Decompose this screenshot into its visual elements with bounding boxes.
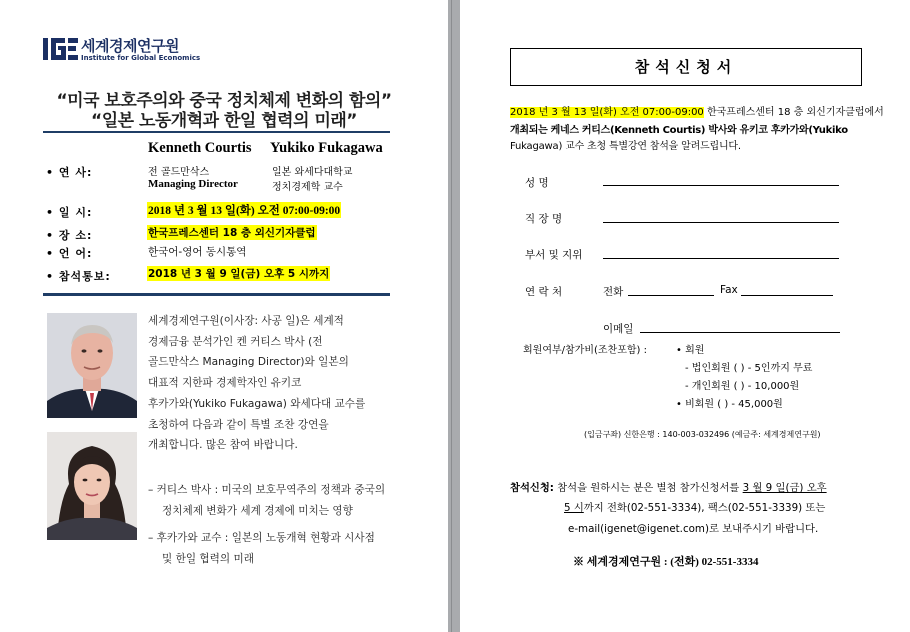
page-gutter: [448, 0, 460, 632]
speaker-name-1: Kenneth Courtis: [148, 140, 252, 156]
fax-label: Fax: [720, 284, 738, 296]
phone-label: 전화: [603, 286, 624, 298]
dept-field[interactable]: [603, 258, 839, 259]
speaker1-affiliation: 전 골드만삭스: [148, 167, 210, 178]
apply-deadline: 3 월 9 일(금) 오후: [742, 482, 827, 494]
contact-field-label: 연 락 처: [525, 286, 563, 298]
event-language: 한국어-영어 동시통역: [148, 246, 247, 258]
speaker-label: • 연 사:: [46, 166, 93, 179]
event-date: 2018 년 3 월 13 일(화) 오전 07:00-09:00: [147, 202, 341, 218]
logo-name: 세계경제연구원: [81, 37, 179, 55]
speaker-name-2: Yukiko Fukagawa: [270, 140, 383, 156]
body-line: 개최합니다. 많은 참여 바랍니다.: [148, 439, 298, 452]
yukiko-fukagawa-photo: [47, 432, 137, 540]
apply-line-3: e-mail(igenet@igenet.com)로 보내주시기 바랍니다.: [568, 523, 819, 535]
woman-portrait-icon: [47, 432, 137, 540]
invitation-page: [0, 0, 448, 632]
nonmember-option[interactable]: • 비회원 ( ) - 45,000원: [676, 399, 783, 410]
speaker2-affiliation: 일본 와세다대학교: [272, 167, 353, 178]
bank-account: (입금구좌) 신한은행 : 140-003-032496 (예금주: 세계경제연구원): [584, 430, 821, 439]
fax-field[interactable]: [741, 295, 833, 296]
notice-label: • 참석통보:: [46, 270, 111, 283]
body-line: 세계경제연구원(이사장: 사공 일)은 세계적: [148, 315, 344, 327]
topic-fukagawa-cont: 및 한일 협력의 미래: [162, 553, 254, 565]
topic-courtis-cont: 정치체제 변화가 세계 경제에 미치는 영향: [162, 505, 353, 517]
individual-member-option[interactable]: - 개인회원 ( ) - 10,000원: [685, 381, 800, 392]
date-label: • 일 시:: [46, 206, 93, 219]
man-portrait-icon: [47, 313, 137, 418]
body-line: 후카가와(Yukiko Fukagawa) 와세다대 교수를: [148, 397, 366, 410]
divider-top: [43, 131, 390, 133]
topic-courtis: – 커티스 박사 : 미국의 보호무역주의 정책과 중국의: [148, 484, 386, 496]
speaker1-title: Managing Director: [148, 178, 238, 190]
form-title: 참석신청서: [510, 48, 862, 86]
apply-line-2: 5 시까지 전화(02-551-3334), 팩스(02-551-3339) 또는: [564, 502, 826, 514]
name-field-label: 성 명: [525, 177, 549, 189]
invitation-body: [148, 311, 396, 456]
member-option: • 회원: [676, 345, 705, 356]
divider-bottom: [43, 293, 390, 296]
apply-line-1: 참석신청: 참석을 원하시는 분은 별첨 참가신청서를 3 월 9 일(금) 오후: [510, 482, 827, 494]
email-label: 이메일: [603, 323, 634, 335]
intro-line-3: Fukagawa) 교수 초청 특별강연 참석을 알려드립니다.: [510, 141, 741, 152]
intro-date-time: 2018 년 3 월 13 일(화) 오전 07:00-09:00: [510, 107, 704, 118]
lecture-title-1: “미국 보호주의와 중국 정치체제 변화의 함의”: [56, 91, 392, 111]
speaker2-title: 정치경제학 교수: [272, 182, 343, 193]
body-line: 대표적 지한파 경제학자인 유키코: [148, 377, 302, 390]
place-label: • 장 소:: [46, 229, 93, 242]
application-form-page: [460, 0, 910, 632]
kenneth-courtis-photo: [47, 313, 137, 418]
language-label: • 언 어:: [46, 247, 93, 260]
apply-label: 참석신청:: [510, 482, 554, 494]
ige-logo-mark: [43, 35, 79, 63]
intro-line-1: 2018 년 3 월 13 일(화) 오전 07:00-09:00 한국프레스센터 18 층 외신기자클럽에서: [510, 107, 884, 118]
phone-field[interactable]: [628, 295, 714, 296]
topic-fukagawa: – 후카가와 교수 : 일본의 노동개혁 현황과 시사점: [148, 532, 375, 544]
name-field[interactable]: [603, 185, 839, 186]
intro-line-2: 개최되는 케네스 커티스(Kenneth Courtis) 박사와 유키코 후카가와(Yukiko: [510, 125, 848, 136]
workplace-field[interactable]: [603, 222, 839, 223]
lecture-title-2: “일본 노동개혁과 한일 협력의 미래”: [91, 111, 357, 131]
fee-label: 회원여부/참가비(조찬포함) :: [523, 345, 647, 356]
logo-subtitle: Institute for Global Economics: [81, 54, 201, 62]
rsvp-deadline: 2018 년 3 월 9 일(금) 오후 5 시까지: [148, 268, 330, 280]
body-line: 초청하여 다음과 같이 특별 조찬 강연을: [148, 418, 329, 431]
dept-field-label: 부서 및 지위: [525, 249, 583, 261]
body-line: 경제금융 분석가인 켄 커티스 박사 (전: [148, 335, 323, 348]
body-line: 골드만삭스 Managing Director)와 일본의: [148, 356, 349, 369]
event-place: 한국프레스센터 18 층 외신기자클럽: [148, 227, 316, 239]
corp-member-option[interactable]: - 법인회원 ( ) - 5인까지 무료: [685, 363, 813, 374]
workplace-field-label: 직 장 명: [525, 213, 563, 225]
footer-contact: ※ 세계경제연구원 : (전화) 02-551-3334: [573, 556, 759, 568]
email-field[interactable]: [640, 332, 840, 333]
